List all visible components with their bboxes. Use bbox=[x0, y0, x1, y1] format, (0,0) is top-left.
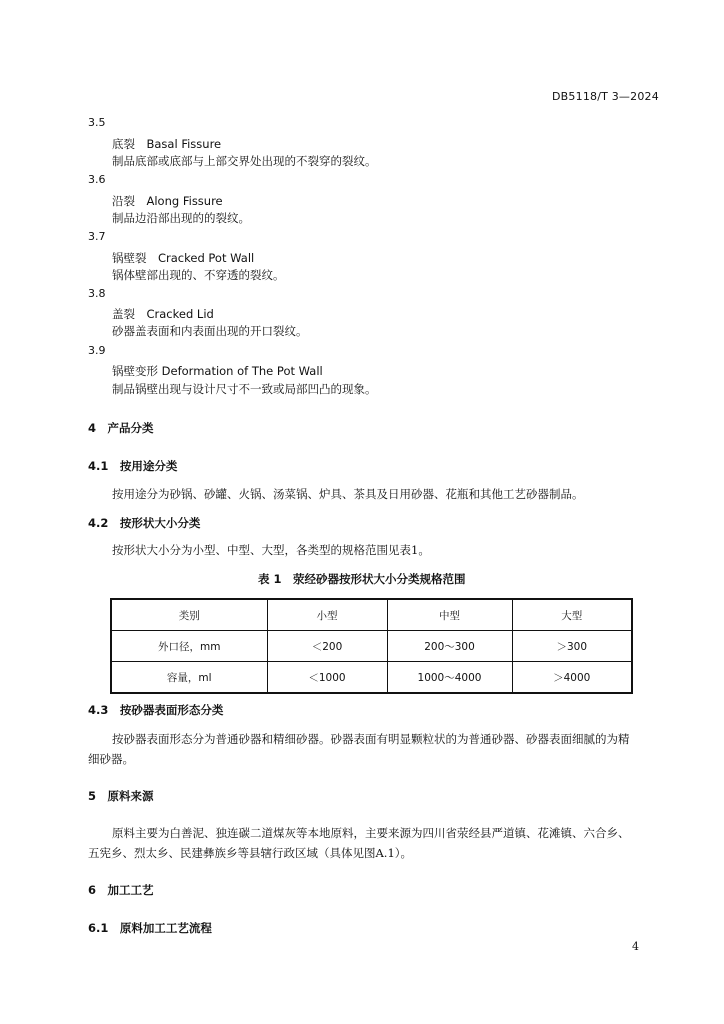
table-cell: ＞4000 bbox=[512, 662, 632, 694]
page-number: 4 bbox=[632, 940, 639, 953]
size-classification-table bbox=[110, 598, 633, 694]
paragraph: 按用途分为砂锅、砂罐、火锅、汤菜锅、炉具、茶具及日用砂器、花瓶和其他工艺砂器制品。 bbox=[112, 487, 584, 501]
table-cell: 1000～4000 bbox=[387, 662, 512, 694]
table-cell: ＞300 bbox=[512, 631, 632, 662]
term-definition: 锅体壁部出现的、不穿透的裂纹。 bbox=[112, 268, 285, 282]
term-title: 底裂 Basal Fissure bbox=[112, 137, 222, 151]
table-header-cell: 大型 bbox=[512, 599, 632, 631]
table-cell: 容量，ml bbox=[111, 662, 267, 694]
term-title: 锅壁变形 Deformation of The Pot Wall bbox=[112, 364, 323, 378]
subsection-heading: 6.1 原料加工工艺流程 bbox=[88, 921, 212, 935]
table-header-cell: 中型 bbox=[387, 599, 512, 631]
table-cell: 200～300 bbox=[387, 631, 512, 662]
document-id-header: DB5118/T 3—2024 bbox=[552, 90, 659, 103]
table-header-row bbox=[111, 599, 632, 631]
term-definition: 制品边沿部出现的的裂纹。 bbox=[112, 211, 250, 225]
term-number: 3.9 bbox=[88, 344, 106, 357]
table-cell: ＜200 bbox=[267, 631, 387, 662]
subsection-heading: 4.2 按形状大小分类 bbox=[88, 516, 201, 530]
term-definition: 制品底部或底部与上部交界处出现的不裂穿的裂纹。 bbox=[112, 154, 377, 168]
term-number: 3.6 bbox=[88, 173, 106, 186]
term-definition: 制品锅壁出现与设计尺寸不一致或局部凹凸的现象。 bbox=[112, 382, 377, 396]
paragraph: 原料主要为白善泥、独连碳二道煤灰等本地原料，主要来源为四川省荥经县严道镇、花滩镇、六合乡、五宪乡、烈太乡、民建彝族乡等县辖行政区域（具体见图A.1）。 bbox=[88, 826, 630, 860]
term-number: 3.7 bbox=[88, 230, 106, 243]
table-caption: 表 1 荥经砂器按形状大小分类规格范围 bbox=[258, 572, 466, 586]
table-header-cell: 小型 bbox=[267, 599, 387, 631]
term-number: 3.8 bbox=[88, 287, 106, 300]
section-heading: 4 产品分类 bbox=[88, 421, 154, 435]
term-title: 沿裂 Along Fissure bbox=[112, 194, 223, 208]
term-title: 锅壁裂 Cracked Pot Wall bbox=[112, 251, 255, 265]
subsection-heading: 4.1 按用途分类 bbox=[88, 459, 178, 473]
paragraph: 按形状大小分为小型、中型、大型，各类型的规格范围见表1。 bbox=[112, 543, 430, 557]
table-header-cell: 类别 bbox=[111, 599, 267, 631]
section-heading: 6 加工工艺 bbox=[88, 883, 154, 897]
table-cell: ＜1000 bbox=[267, 662, 387, 694]
table-cell: 外口径，mm bbox=[111, 631, 267, 662]
subsection-heading: 4.3 按砂器表面形态分类 bbox=[88, 703, 224, 717]
table-row bbox=[111, 662, 632, 694]
section-heading: 5 原料来源 bbox=[88, 789, 154, 803]
table-row bbox=[111, 631, 632, 662]
paragraph: 按砂器表面形态分为普通砂器和精细砂器。砂器表面有明显颗粒状的为普通砂器、砂器表面细腻的为精细砂器。 bbox=[88, 732, 630, 766]
term-definition: 砂器盖表面和内表面出现的开口裂纹。 bbox=[112, 324, 308, 338]
term-title: 盖裂 Cracked Lid bbox=[112, 307, 214, 321]
term-number: 3.5 bbox=[88, 116, 106, 129]
